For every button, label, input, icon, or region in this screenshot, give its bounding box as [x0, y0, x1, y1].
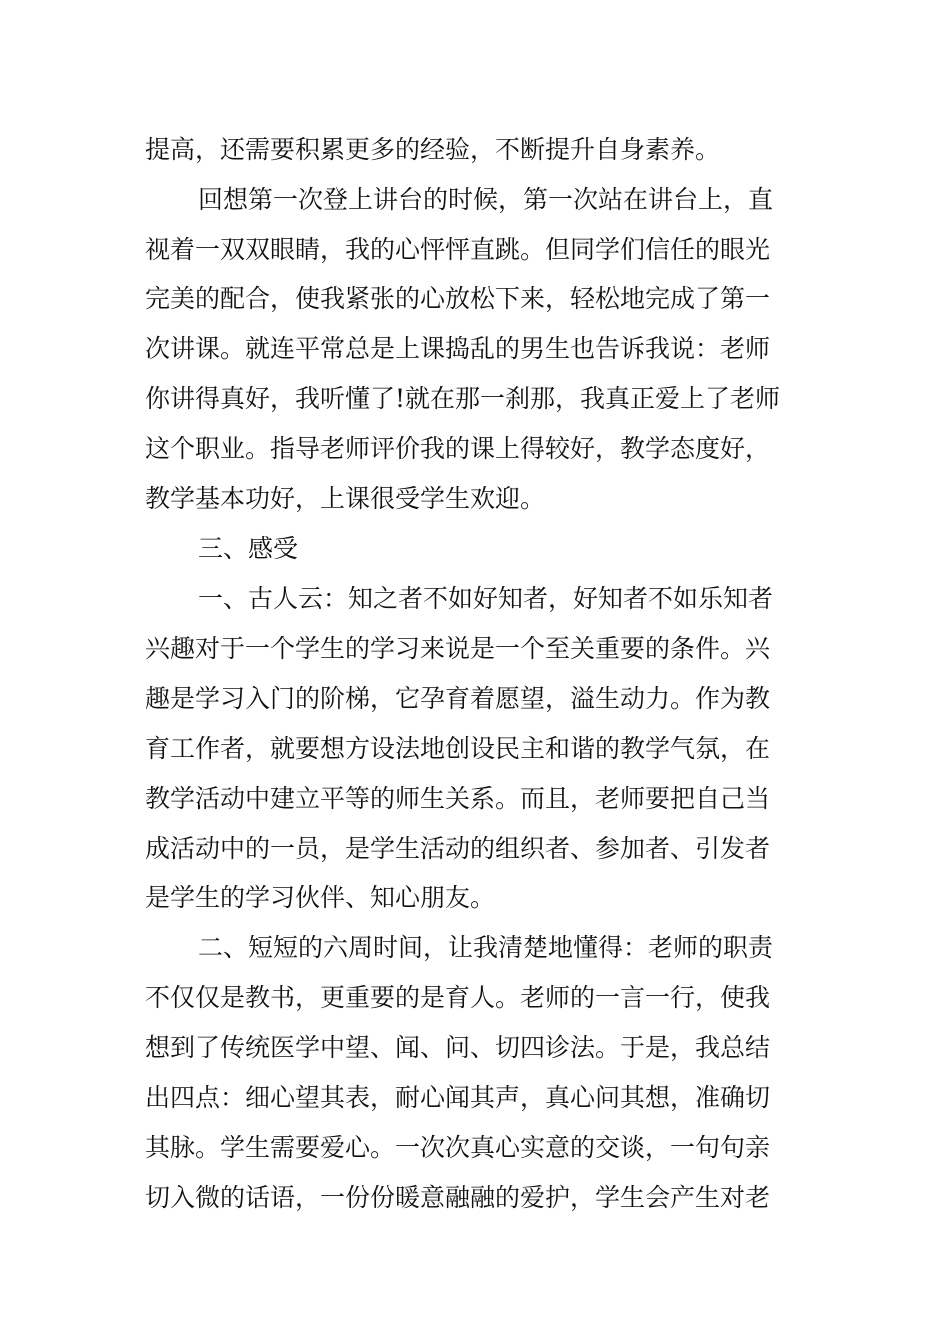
text-line: 你讲得真好，我听懂了!就在那一刹那，我真正爱上了老师	[145, 384, 781, 413]
text-line: 想到了传统医学中望、闻、问、切四诊法。于是，我总结	[145, 1033, 771, 1062]
text-line: 教学活动中建立平等的师生关系。而且，老师要把自己当	[145, 784, 771, 813]
text-line: 育工作者，就要想方设法地创设民主和谐的教学气氛，在	[145, 734, 771, 763]
paragraph-start: 回想第一次登上讲台的时候，第一次站在讲台上，直	[198, 185, 774, 214]
text-line: 其脉。学生需要爱心。一次次真心实意的交谈，一句句亲	[145, 1133, 771, 1162]
text-line: 完美的配合，使我紧张的心放松下来，轻松地完成了第一	[145, 284, 771, 313]
text-line: 不仅仅是教书，更重要的是育人。老师的一言一行，使我	[145, 983, 771, 1012]
paragraph-start: 二、短短的六周时间，让我清楚地懂得：老师的职责	[198, 933, 774, 962]
text-line: 教学基本功好，上课很受学生欢迎。	[145, 484, 546, 513]
text-line: 提高，还需要积累更多的经验，不断提升自身素养。	[145, 135, 721, 164]
text-line: 是学生的学习伙伴、知心朋友。	[145, 883, 496, 912]
text-line: 切入微的话语，一份份暖意融融的爱护，学生会产生对老	[145, 1183, 771, 1212]
text-line: 成活动中的一员，是学生活动的组织者、参加者、引发者	[145, 834, 771, 863]
text-line: 这个职业。指导老师评价我的课上得较好，教学态度好，	[145, 434, 771, 463]
text-line: 视着一双双眼睛，我的心怦怦直跳。但同学们信任的眼光	[145, 235, 771, 264]
text-line: 趣是学习入门的阶梯，它孕育着愿望，溢生动力。作为教	[145, 684, 771, 713]
text-line: 出四点：细心望其表，耐心闻其声，真心问其想，准确切	[145, 1083, 771, 1112]
text-line: 兴趣对于一个学生的学习来说是一个至关重要的条件。兴	[145, 634, 771, 663]
paragraph-start: 一、古人云：知之者不如好知者，好知者不如乐知者	[198, 584, 774, 613]
section-heading: 三、感受	[198, 534, 299, 563]
text-line: 次讲课。就连平常总是上课捣乱的男生也告诉我说：老师	[145, 334, 771, 363]
